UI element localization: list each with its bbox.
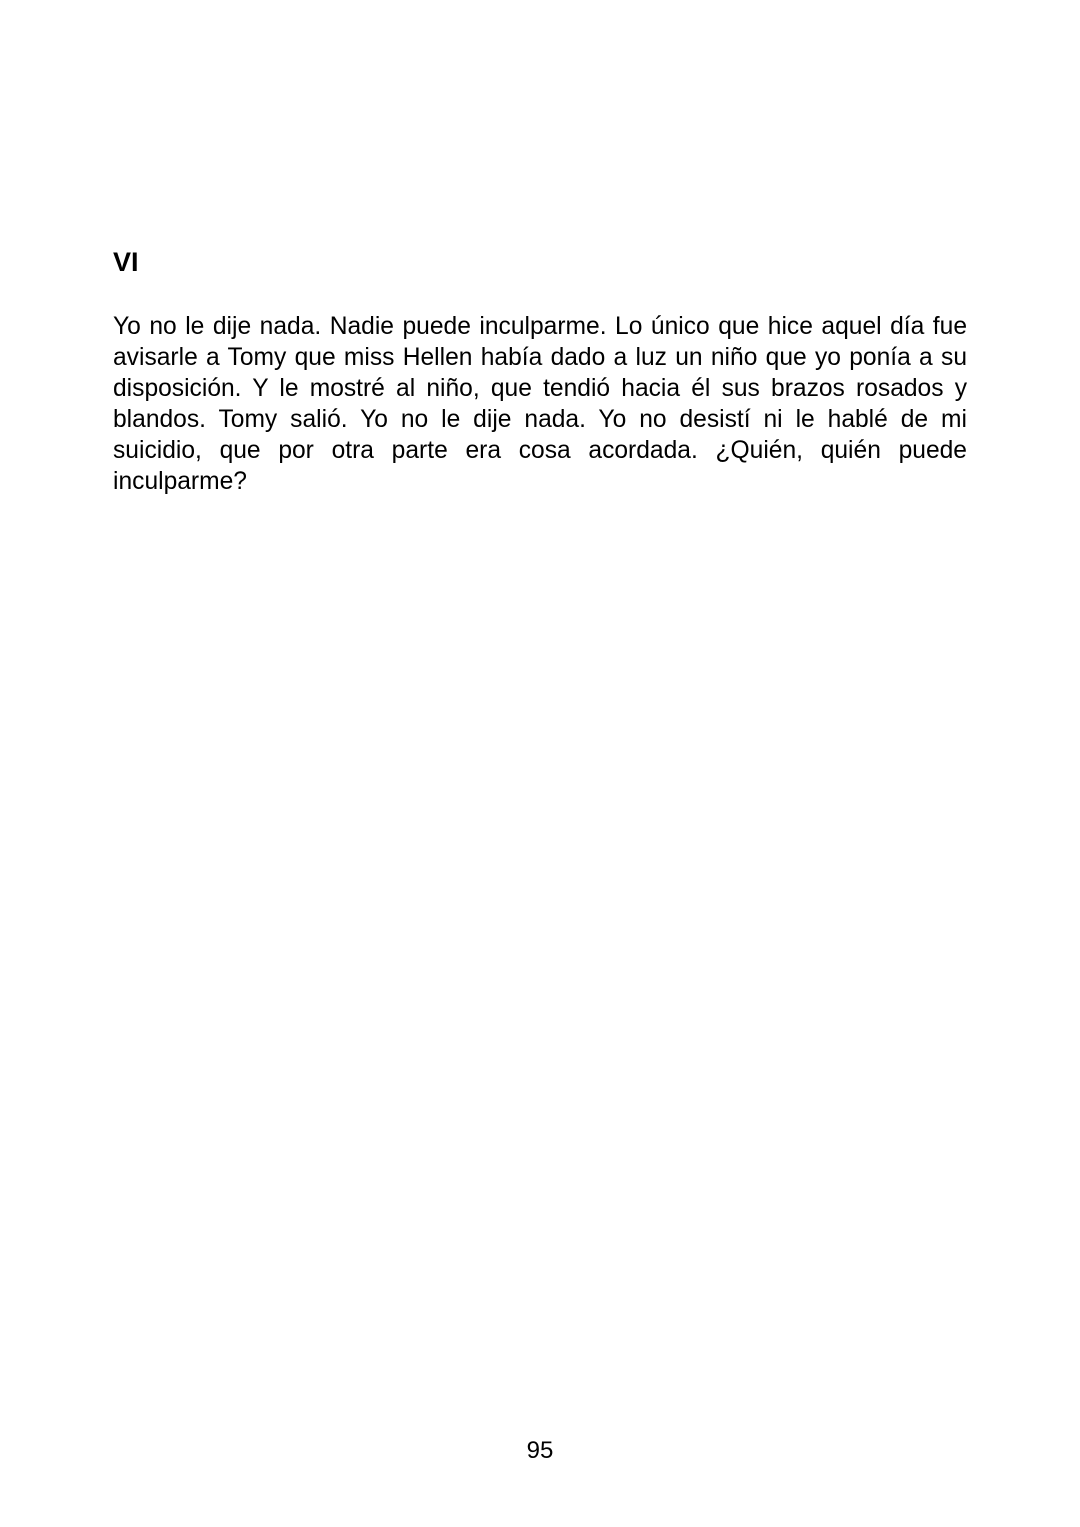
body-paragraph: Yo no le dije nada. Nadie puede inculparme. Lo único que hice aquel día fue avisarle a Tomy que miss Hellen había dado a luz un niño que yo ponía a su disposición. Y le mostré al niño, que tendió hacia él sus brazos rosados y blandos. Tomy salió. Yo no le dije nada. Yo no desistí ni le hablé de mi suicidio, que por otra parte era cosa acordada. ¿Quién, quién puede inculparme? bbox=[113, 313, 967, 495]
chapter-heading: VI bbox=[113, 247, 139, 277]
page-number: 95 bbox=[526, 1437, 554, 1464]
